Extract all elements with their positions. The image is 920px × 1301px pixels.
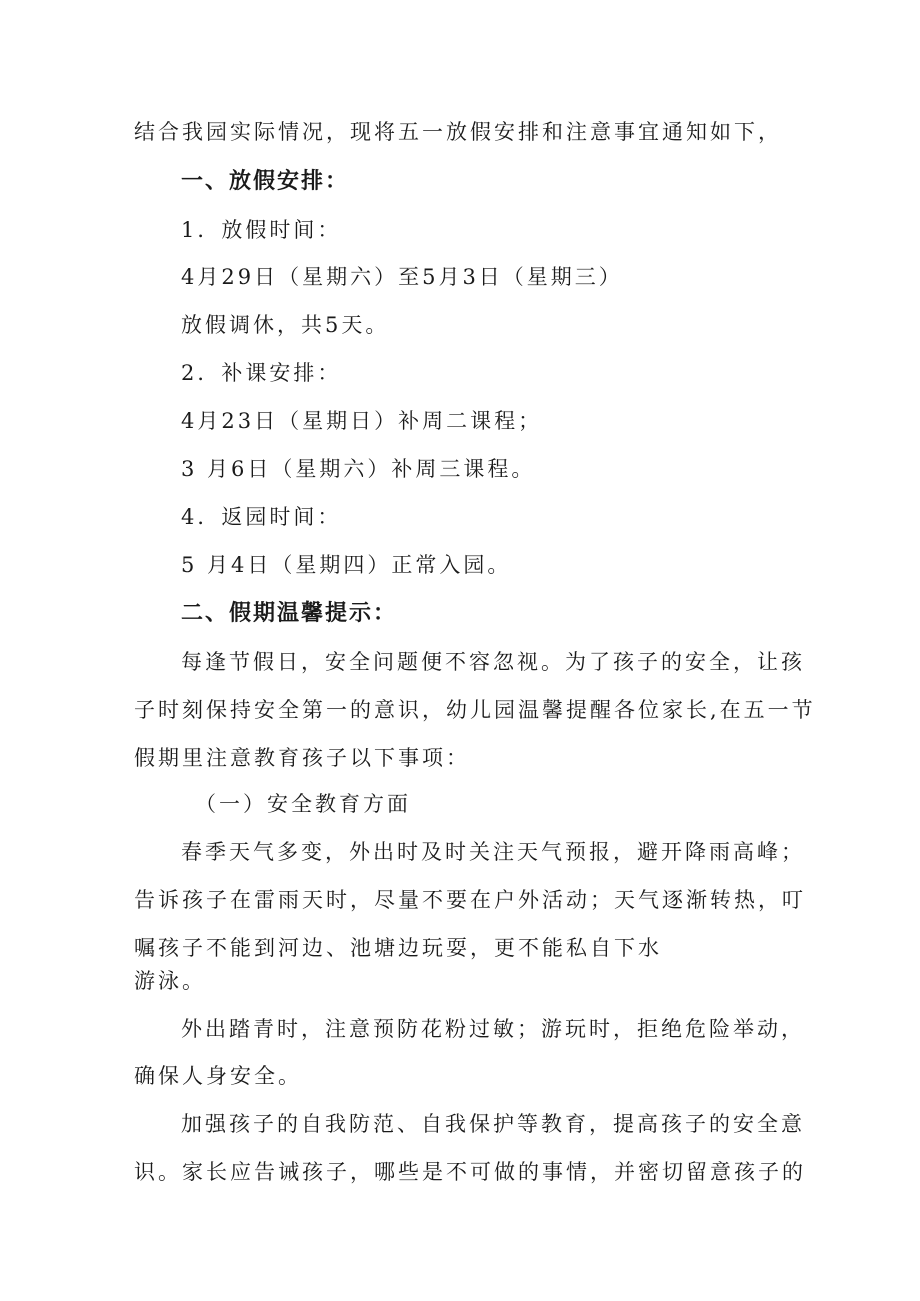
item-makeup-classes: 2．补课安排： <box>181 361 342 385</box>
paragraph-line: 识。家长应告诫孩子，哪些是不可做的事情，并密切留意孩子的 <box>134 1160 806 1184</box>
paragraph-line: 加强孩子的自我防范、自我保护等教育，提高孩子的安全意 <box>181 1112 805 1136</box>
paragraph-line: 每逢节假日，安全问题便不容忽视。为了孩子的安全，让孩 <box>181 650 805 674</box>
paragraph-line: 春季天气多变，外出时及时关注天气预报，避开降雨高峰； <box>181 840 805 864</box>
return-date: 5 月4日（星期四）正常入园。 <box>181 553 512 577</box>
intro-line: 结合我园实际情况，现将五一放假安排和注意事宜通知如下， <box>134 120 782 144</box>
paragraph-line: 游泳。 <box>134 969 206 993</box>
makeup-class-2: 3 月6日（星期六）补周三课程。 <box>181 457 536 481</box>
holiday-days: 放假调休，共5天。 <box>181 313 390 337</box>
paragraph-line: 告诉孩子在雷雨天时，尽量不要在户外活动；天气逐渐转热，叮 <box>134 888 806 912</box>
subheading-safety-education: （一）安全教育方面 <box>195 792 411 816</box>
paragraph-line: 确保人身安全。 <box>134 1064 302 1088</box>
item-return-time: 4．返园时间： <box>181 505 342 529</box>
makeup-class-1: 4月23日（星期日）补周二课程； <box>181 409 543 433</box>
section-heading-holiday: 一、放假安排： <box>181 169 350 194</box>
paragraph-line: 子时刻保持安全第一的意识，幼儿园温馨提醒各位家长,在五一节 <box>134 698 816 722</box>
holiday-dates: 4月29日（星期六）至5月3日（星期三） <box>181 265 623 289</box>
item-holiday-time: 1．放假时间： <box>181 218 342 242</box>
paragraph-line: 假期里注意教育孩子以下事项： <box>134 746 470 770</box>
section-heading-tips: 二、假期温馨提示： <box>181 601 398 626</box>
paragraph-line: 嘱孩子不能到河边、池塘边玩耍，更不能私自下水 <box>134 936 662 960</box>
paragraph-line: 外出踏青时，注意预防花粉过敏；游玩时，拒绝危险举动， <box>181 1017 805 1041</box>
